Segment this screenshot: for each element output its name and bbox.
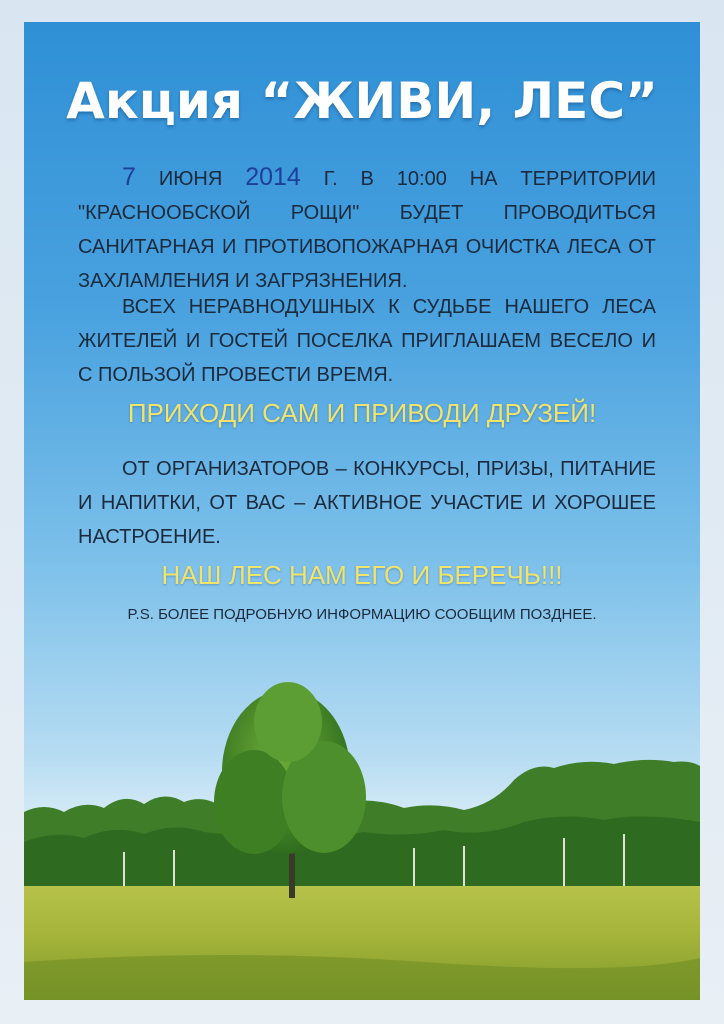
- call-protect-forest: НАШ ЛЕС НАМ ЕГО И БЕРЕЧЬ!!!: [161, 560, 563, 590]
- date-month: ИЮНЯ: [158, 168, 223, 190]
- poster-panel: [24, 22, 700, 1000]
- paragraph-date-info: [78, 160, 656, 298]
- paragraph-invitation: [78, 290, 656, 392]
- forest-landscape-image: [24, 662, 700, 1000]
- postscript: P.S. БОЛЕЕ ПОДРОБНУЮ ИНФОРМАЦИЮ СООБЩИМ ПОЗДНЕЕ.: [127, 606, 597, 623]
- paragraph2-text: ВСЕХ НЕРАВНОДУШНЫХ К СУДЬБЕ НАШЕГО ЛЕСА ЖИТЕЛЕЙ И ГОСТЕЙ ПОСЕЛКА ПРИГЛАШАЕМ ВЕСЕЛО И С ПОЛЬЗОЙ ПРОВЕСТИ ВРЕМЯ.: [78, 296, 656, 386]
- poster-title: Акция “ЖИВИ, ЛЕС”: [66, 72, 658, 130]
- call-bring-friends: ПРИХОДИ САМ И ПРИВОДИ ДРУЗЕЙ!: [127, 398, 597, 428]
- paragraph1-rest: Г. В 10:00 НА ТЕРРИТОРИИ "КРАСНООБСКОЙ РОЩИ" БУДЕТ ПРОВОДИТЬСЯ САНИТАРНАЯ И ПРОТИВОПОЖАРНАЯ ОЧИСТКА ЛЕСА ОТ ЗАХЛАМЛЕНИЯ И ЗАГРЯЗНЕНИЯ.: [78, 168, 656, 292]
- date-year: 2014: [245, 163, 301, 191]
- date-day: 7: [122, 163, 136, 191]
- paragraph-organizers: [78, 452, 656, 554]
- paragraph3-text: ОТ ОРГАНИЗАТОРОВ – КОНКУРСЫ, ПРИЗЫ, ПИТАНИЕ И НАПИТКИ, ОТ ВАС – АКТИВНОЕ УЧАСТИЕ И ХОРОШЕЕ НАСТРОЕНИЕ.: [78, 458, 656, 548]
